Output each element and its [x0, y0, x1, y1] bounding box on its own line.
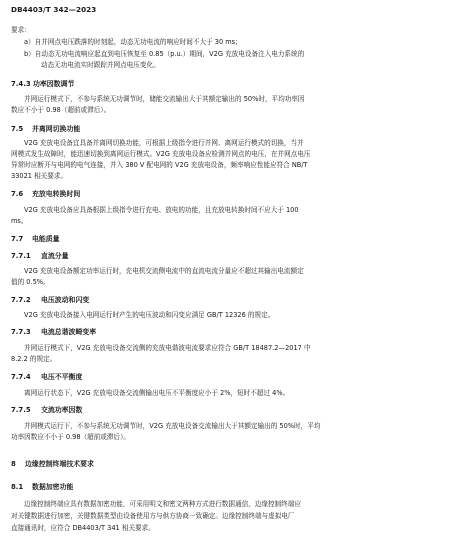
- section-heading-7-7: [11, 235, 60, 243]
- section-heading-7-7-3: [11, 328, 96, 336]
- section-number: 8: [11, 460, 16, 468]
- paragraph-line: 对关键数据进行加密，关键数据类型由设备使用方与供方协商一致确定。边缘控制终端与虚拟电厂: [11, 512, 295, 520]
- section-title: 电压波动和闪变: [41, 296, 90, 304]
- paragraph-line: 网模式发生故障时，能迅速切换到离网运行模式。V2G 充放电设备应检测并网点的电压，在并网点电压: [11, 150, 311, 158]
- paragraph-line: ms。: [11, 217, 28, 225]
- paragraph-line: 并网运行模式下，V2G 充放电设备交流侧的充放电谐波电流要求应符合 GB/T 18487.2—2017 中: [24, 344, 311, 352]
- section-heading-7-7-1: [11, 252, 69, 260]
- section-number: 7.4.3: [11, 80, 31, 88]
- paragraph-line: 离网运行状态下，V2G 充放电设备交流侧输出电压不平衡度应小于 2%，短时不超过 4%。: [24, 389, 290, 397]
- section-number: 7.7.5: [11, 406, 31, 414]
- paragraph-line: 33021 相关要求。: [11, 172, 68, 180]
- section-heading-7-7-5: [11, 406, 82, 414]
- requirement-item-b-continued: 动态无功电流实时跟踪并网点电压变化。: [41, 61, 160, 69]
- section-title: 直流分量: [41, 252, 69, 260]
- requirement-item-b: b）自动态无功电流响应起直到电压恢复至 0.85（p.u.）期间，V2G 充放电设备注入电力系统的: [24, 50, 305, 58]
- section-title: 充放电转换时间: [32, 190, 81, 198]
- section-number: 7.7.2: [11, 296, 31, 304]
- paragraph-line: 值的 0.5%。: [11, 278, 50, 286]
- paragraph-line: 功率因数应不小于 0.98（超前或滞后）。: [11, 433, 130, 441]
- section-number: 8.1: [11, 483, 24, 491]
- section-number: 7.7: [11, 235, 24, 243]
- section-title: 功率因数调节: [33, 80, 75, 88]
- section-heading-7-7-4: [11, 373, 82, 381]
- paragraph-line: 边缘控制终端应具有数据加密功能，可采用明文和密文两种方式进行数据通信，边缘控制终端应: [24, 500, 301, 508]
- section-number: 7.6: [11, 190, 24, 198]
- section-title: 电能质量: [32, 235, 60, 243]
- section-heading-7-6: [11, 190, 80, 198]
- section-heading-7-5: [11, 125, 80, 133]
- paragraph-line: 8.2.2 的规定。: [11, 355, 57, 363]
- paragraph-line: 数应不小于 0.98（超前或滞后）。: [11, 106, 111, 114]
- document-id-header: DB4403/T 342—2023: [11, 5, 97, 14]
- paragraph-line: V2G 充放电设备应具备根据上级指令进行充电、放电的功能，且充放电转换时间不应大于 100: [24, 206, 299, 214]
- section-heading-7-4-3: [11, 80, 74, 88]
- paragraph-line: V2G 充放电设备宜具备并离网切换功能，可根据上级指令进行并网、离网运行模式的切换，当并: [24, 139, 304, 147]
- section-heading-8-1: [11, 483, 73, 491]
- paragraph-line: 并网运行模式下，不参与系统无功调节时，储能交流输出大于其额定输出的 50%时，平均功率因: [24, 95, 305, 103]
- section-title: 并离网切换功能: [32, 125, 81, 133]
- paragraph-line: 并网模式运行下，不参与系统无功调节时，V2G 充放电设备交流输出大于其额定输出的 50%时，平均: [24, 422, 321, 430]
- section-number: 7.5: [11, 125, 24, 133]
- section-title: 电压不平衡度: [41, 373, 83, 381]
- section-title: 数据加密功能: [32, 483, 74, 491]
- paragraph-line: 直接通讯时，应符合 DB4403/T 341 相关要求。: [11, 524, 155, 532]
- section-title: 边缘控制终端技术要求: [25, 460, 94, 468]
- section-title: 交流功率因数: [41, 406, 83, 414]
- paragraph-line: V2G 充放电设备接入电网运行时产生的电压波动和闪变应满足 GB/T 12326 的规定。: [24, 311, 275, 319]
- requirement-item-a: a）自并网点电压跌落的时刻起，动态无功电流的响应时间不大于 30 ms；: [24, 38, 242, 46]
- section-title: 电流总谐波畸变率: [41, 328, 97, 336]
- section-number: 7.7.3: [11, 328, 31, 336]
- section-number: 7.7.1: [11, 252, 31, 260]
- requirement-label: 要求：: [11, 26, 31, 34]
- section-heading-8: [11, 460, 94, 468]
- paragraph-line: 异常时应断开与电网的电气连接，并入 380 V 配电网的 V2G 充放电设备，频率响应性能应符合 NB/T: [11, 161, 308, 169]
- section-number: 7.7.4: [11, 373, 31, 381]
- section-heading-7-7-2: [11, 296, 89, 304]
- paragraph-line: V2G 充放电设备额定功率运行时，充电机交流侧电流中的直流电流分量应不超过其输出电流额定: [24, 267, 304, 275]
